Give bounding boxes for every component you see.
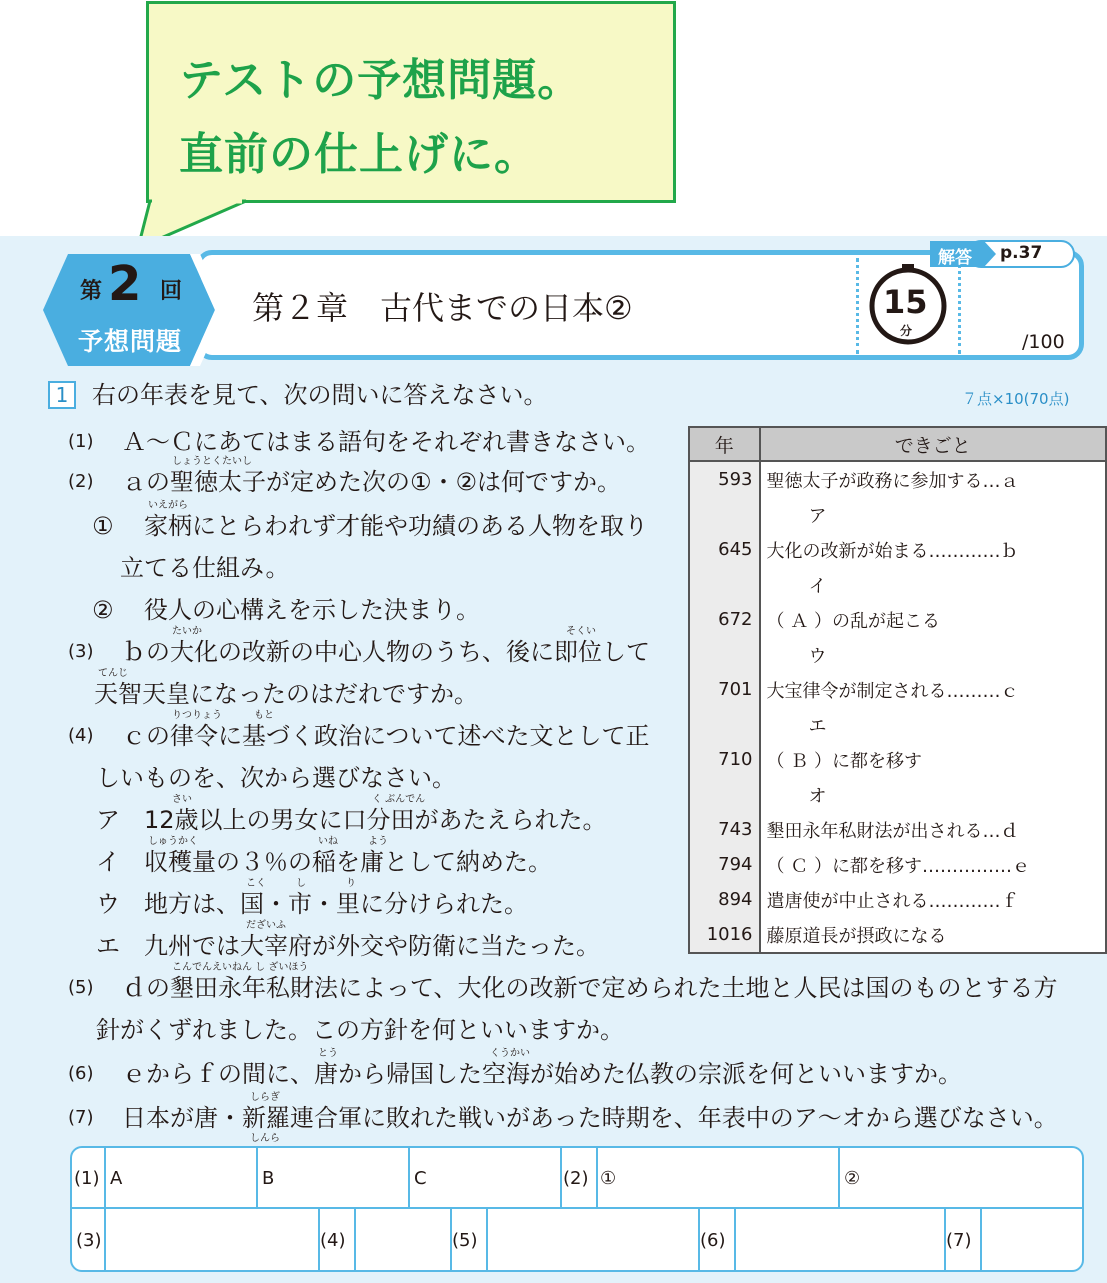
section-instruction: 右の年表を見て、次の問いに答えなさい。 [92,381,548,409]
q2-1-text: 家柄にとらわれず才能や功績のある人物を取り [144,512,648,540]
q4i-ruby-you: よう [368,836,388,847]
q1-number: (1) [68,431,94,452]
answer-grid-divider [104,1209,106,1270]
timeline-period-marker: ウ [760,637,1106,672]
round-number: 2 [108,256,142,312]
answer-page: p.37 [1000,243,1043,263]
timeline-event: 大宝律令が制定される………ｃ [760,672,1106,707]
answer-grid-divider [408,1148,410,1207]
timeline-year: 593 [689,461,760,497]
answer-label-q4: (4) [320,1230,346,1251]
timeline-row [689,532,1106,567]
callout-bubble [146,1,676,203]
answer-grid-divider [734,1209,736,1270]
callout-line-1: テストの予想問題。 [179,55,583,106]
callout-line-2: 直前の仕上げに。 [179,129,539,180]
q6-number: (6) [68,1063,94,1084]
score-total: /100 [1022,331,1065,353]
q3-ruby-sokui: そくい [566,626,596,637]
round-suffix: 回 [160,279,183,304]
timeline-year [689,707,760,742]
q2-2-text: 役人の心構えを示した決まり。 [144,596,480,624]
timeline-year: 645 [689,532,760,567]
q4u-ruby-ri: り [346,878,356,889]
q4i-ruby-ine: いね [318,836,338,847]
timeline-year [689,777,760,812]
q2-ruby: しょうとくたいし [172,456,252,467]
timeline-header-year: 年 [689,427,760,461]
q2-text: ａの聖徳太子が定めた次の①・②は何ですか。 [122,468,622,496]
q2-1-ruby: いえがら [148,500,188,511]
timeline-table [688,426,1107,954]
section-number: 1 [48,381,76,409]
page-title: 第２章 古代までの日本② [252,289,633,327]
q4-ruby-ritsuryo: りつりょう [172,710,222,721]
timeline-row [689,567,1106,602]
answer-label-q6: (6) [700,1230,726,1251]
answer-label-1a: A [110,1168,123,1189]
timeline-year: 1016 [689,917,760,953]
q4a-ruby-sai: さい [172,794,192,805]
timeline-period-marker: イ [760,567,1106,602]
q3-text: ｂの大化の改新の中心人物のうち、後に即位して [122,638,650,666]
answer-label-1b: B [262,1168,275,1189]
timeline-year: 794 [689,847,760,882]
q1-text: Ａ～Ｃにあてはまる語句をそれぞれ書きなさい。 [122,428,650,456]
answer-grid [70,1146,1084,1272]
answer-grid-divider [72,1207,1082,1209]
timer-minutes: 15 [883,283,928,321]
timeline-event: 墾田永年私財法が出される…ｄ [760,812,1106,847]
timeline-row [689,637,1106,672]
q4u-ruby-koku: こく [246,878,266,889]
timeline-year [689,497,760,532]
timeline-row [689,497,1106,532]
answer-label-1c: C [414,1168,427,1189]
timeline-event: （ Ｂ ）に都を移す [760,742,1106,777]
answer-label-q5: (5) [452,1230,478,1251]
q4a-text: 12歳以上の男女に口分田があたえられた。 [144,806,607,834]
q3-ruby-tenji: てんじ [98,668,128,679]
q7-text: 日本が唐・新羅連合軍に敗れた戦いがあった時期を、年表中のア～オから選びなさい。 [122,1104,1058,1132]
timeline-event: （ Ａ ）の乱が起こる [760,602,1106,637]
q6-text: ｅからｆの間に、唐から帰国した空海が始めた仏教の宗派を何といいますか。 [122,1060,962,1088]
q4-number: (4) [68,725,94,746]
answer-grid-divider [486,1209,488,1270]
q3-text-cont: 天智天皇になったのはだれですか。 [94,680,478,708]
q4u-text: 地方は、国・市・里に分けられた。 [144,890,528,918]
q4-text: ｃの律令に基づく政治について述べた文として正 [122,722,650,750]
round-prefix: 第 [80,279,103,304]
timeline-row [689,882,1106,917]
q4e-text: 九州では大宰府が外交や防衛に当たった。 [144,932,600,960]
q4i-option: イ [96,848,120,876]
timeline-row [689,672,1106,707]
timeline-event: （ Ｃ ）に都を移す……………ｅ [760,847,1106,882]
q2-1-text-cont: 立てる仕組み。 [120,554,290,582]
q4e-ruby-dazaifu: だざいふ [246,920,286,931]
q4i-ruby-shukaku: しゅうかく [148,836,198,847]
timer-unit: 分 [900,324,913,338]
timeline-year [689,637,760,672]
timeline-event: 大化の改新が始まる…………ｂ [760,532,1106,567]
answer-label-2-1: ① [600,1168,617,1189]
timeline-header-event: できごと [760,427,1106,461]
q3-ruby-taika: たいか [172,626,202,637]
q5-ruby: こんでんえいねん し ざいほう [172,962,309,973]
timeline-row [689,461,1106,497]
q4a-option: ア [96,806,120,834]
timeline-period-marker: ア [760,497,1106,532]
answer-grid-divider [980,1209,982,1270]
timeline-row [689,777,1106,812]
timer-divider-right [958,258,961,354]
q2-1-number: ① [92,512,114,540]
answer-grid-divider [596,1148,598,1207]
q4u-option: ウ [96,890,120,918]
timeline-year: 743 [689,812,760,847]
q3-number: (3) [68,641,94,662]
timeline-event: 藤原道長が摂政になる [760,917,1106,953]
timeline-event: 聖徳太子が政務に参加する…ａ [760,461,1106,497]
timeline-row [689,707,1106,742]
q2-2-number: ② [92,596,114,624]
section-points: ７点×10(70点) [962,390,1070,408]
q5-text-cont: 針がくずれました。この方針を何といいますか。 [96,1016,624,1044]
q7-number: (7) [68,1107,94,1128]
timeline-event: 遣唐使が中止される…………ｆ [760,882,1106,917]
answer-grid-divider [560,1148,562,1207]
answer-label-2-2: ② [844,1168,861,1189]
q2-number: (2) [68,471,94,492]
q4a-ruby-kubunden: く ぶんでん [372,794,426,805]
q7-ruby-top: しらぎ [250,1092,280,1103]
timeline-year: 710 [689,742,760,777]
timeline-year: 894 [689,882,760,917]
answer-label: 解答 [938,248,972,268]
q6-ruby-tou: とう [318,1048,338,1059]
timer-divider-left [856,258,859,354]
q4-text-cont: しいものを、次から選びなさい。 [96,764,456,792]
q5-number: (5) [68,977,94,998]
timeline-row [689,742,1106,777]
timeline-row [689,812,1106,847]
timeline-row [689,917,1106,953]
answer-grid-divider [104,1148,106,1207]
q4i-text: 収穫量の３％の稲を庸として納めた。 [144,848,552,876]
answer-label-q2: (2) [563,1168,589,1189]
timeline-row [689,602,1106,637]
timeline-period-marker: オ [760,777,1106,812]
timeline-year [689,567,760,602]
timeline-year: 672 [689,602,760,637]
answer-label-q1: (1) [74,1168,100,1189]
timeline-year: 701 [689,672,760,707]
answer-label-q3: (3) [76,1230,102,1251]
q6-ruby-kukai: くうかい [490,1048,530,1059]
q4-ruby-moto: もと [254,710,274,721]
answer-grid-divider [256,1148,258,1207]
round-label: 予想問題 [78,327,183,356]
q4u-ruby-shi: し [296,878,306,889]
q4e-option: エ [96,932,120,960]
answer-grid-divider [838,1148,840,1207]
timeline-row [689,847,1106,882]
answer-grid-divider [354,1209,356,1270]
q5-text: ｄの墾田永年私財法によって、大化の改新で定められた土地と人民は国のものとする方 [122,974,1058,1002]
answer-label-q7: (7) [946,1230,972,1251]
timeline-period-marker: エ [760,707,1106,742]
q7-ruby-bottom: しんら [250,1133,280,1144]
